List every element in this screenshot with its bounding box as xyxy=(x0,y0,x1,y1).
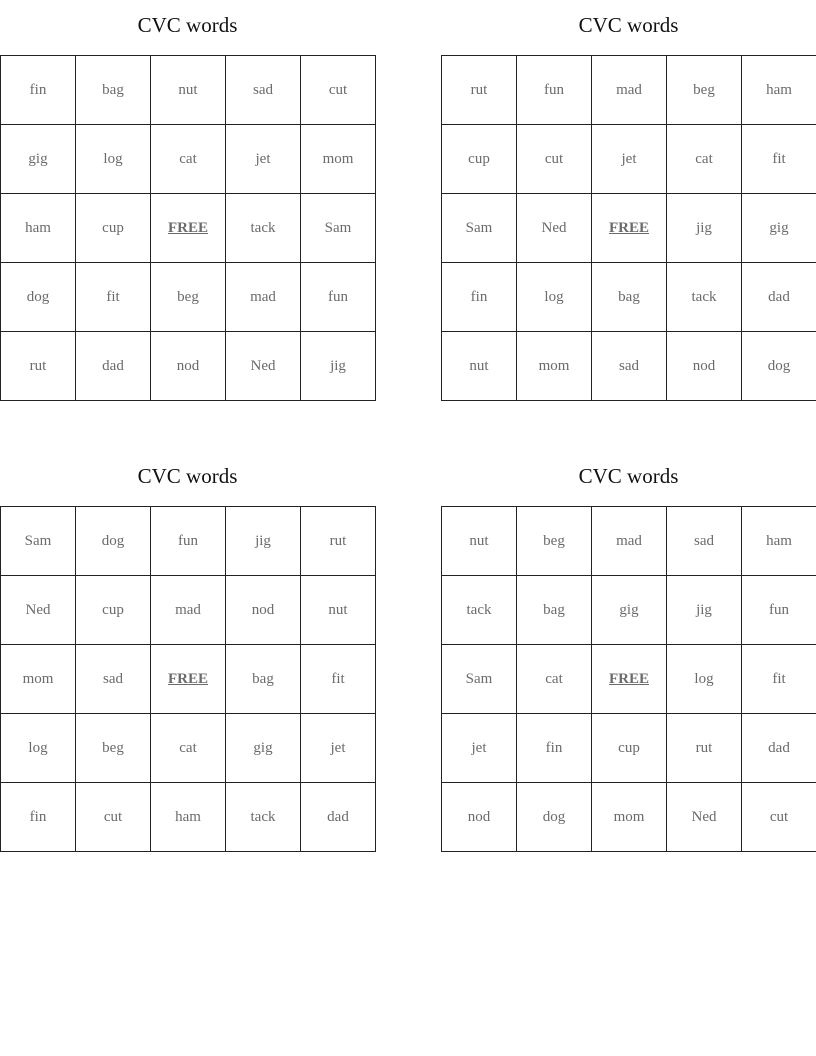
grid-cell: dad xyxy=(742,263,816,332)
grid-row xyxy=(442,576,816,645)
grid-cell: dad xyxy=(742,714,816,783)
grid-cell: sad xyxy=(226,56,301,125)
grid-cell: tack xyxy=(667,263,742,332)
grid-cell: nod xyxy=(667,332,742,401)
grid-cell: dog xyxy=(76,507,151,576)
grid-row xyxy=(1,56,376,125)
bingo-grid xyxy=(0,506,376,852)
card-title xyxy=(441,451,816,506)
grid-cell: Sam xyxy=(442,645,517,714)
grid-row xyxy=(442,332,816,401)
grid-cell: ham xyxy=(742,507,816,576)
grid-cell: beg xyxy=(76,714,151,783)
grid-cell: cat xyxy=(667,125,742,194)
grid-cell: mom xyxy=(1,645,76,714)
grid-cell: log xyxy=(517,263,592,332)
grid-cell: ham xyxy=(742,56,816,125)
bingo-card-1 xyxy=(0,0,375,401)
grid-row xyxy=(1,263,376,332)
grid-cell: rut xyxy=(301,507,376,576)
grid-cell: mom xyxy=(517,332,592,401)
bingo-grid xyxy=(441,55,816,401)
grid-cell: Sam xyxy=(301,194,376,263)
grid-cell: dog xyxy=(517,783,592,852)
grid-cell: beg xyxy=(517,507,592,576)
grid-row xyxy=(442,714,816,783)
grid-row xyxy=(1,194,376,263)
card-title-text: CVC words xyxy=(578,464,679,488)
grid-cell: cup xyxy=(76,194,151,263)
grid-cell: fun xyxy=(742,576,816,645)
grid-cell: jet xyxy=(592,125,667,194)
grid-cell: nod xyxy=(442,783,517,852)
card-title xyxy=(441,0,816,55)
card-title xyxy=(0,0,375,55)
card-title-text: CVC words xyxy=(137,13,238,37)
bingo-grid xyxy=(0,55,376,401)
grid-cell: cup xyxy=(76,576,151,645)
grid-cell: cat xyxy=(517,645,592,714)
grid-cell: bag xyxy=(76,56,151,125)
grid-cell: sad xyxy=(667,507,742,576)
grid-row xyxy=(442,645,816,714)
grid-cell: fin xyxy=(1,783,76,852)
grid-cell: cut xyxy=(301,56,376,125)
grid-cell: bag xyxy=(226,645,301,714)
grid-cell: rut xyxy=(1,332,76,401)
grid-row xyxy=(442,783,816,852)
grid-cell: mad xyxy=(592,56,667,125)
grid-cell: dog xyxy=(1,263,76,332)
grid-cell: fin xyxy=(1,56,76,125)
grid-cell: bag xyxy=(517,576,592,645)
grid-cell: Ned xyxy=(517,194,592,263)
grid-cell: gig xyxy=(1,125,76,194)
grid-cell: jig xyxy=(226,507,301,576)
grid-row xyxy=(1,645,376,714)
grid-cell: mad xyxy=(151,576,226,645)
grid-cell: bag xyxy=(592,263,667,332)
grid-cell: gig xyxy=(226,714,301,783)
grid-cell: jig xyxy=(301,332,376,401)
grid-row xyxy=(1,576,376,645)
grid-cell: nut xyxy=(442,332,517,401)
grid-row xyxy=(442,56,816,125)
grid-cell: gig xyxy=(592,576,667,645)
grid-cell: nut xyxy=(301,576,376,645)
grid-cell: fun xyxy=(517,56,592,125)
grid-cell: beg xyxy=(151,263,226,332)
card-title xyxy=(0,451,375,506)
card-title-text: CVC words xyxy=(578,13,679,37)
grid-cell: fun xyxy=(151,507,226,576)
grid-cell: Sam xyxy=(442,194,517,263)
grid-cell: fit xyxy=(742,645,816,714)
grid-row xyxy=(442,194,816,263)
grid-cell: ham xyxy=(151,783,226,852)
grid-cell: fin xyxy=(517,714,592,783)
grid-row xyxy=(442,507,816,576)
grid-cell: dad xyxy=(76,332,151,401)
grid-cell: sad xyxy=(76,645,151,714)
grid-cell: cat xyxy=(151,125,226,194)
grid-cell: gig xyxy=(742,194,816,263)
grid-cell: fun xyxy=(301,263,376,332)
free-cell: FREE xyxy=(592,194,667,263)
free-cell: FREE xyxy=(592,645,667,714)
grid-cell: Ned xyxy=(667,783,742,852)
grid-cell: fit xyxy=(301,645,376,714)
grid-cell: cup xyxy=(592,714,667,783)
grid-cell: nut xyxy=(151,56,226,125)
bingo-card-3 xyxy=(0,451,375,852)
grid-cell: tack xyxy=(226,783,301,852)
grid-cell: log xyxy=(1,714,76,783)
grid-cell: fit xyxy=(742,125,816,194)
grid-cell: beg xyxy=(667,56,742,125)
grid-row xyxy=(1,783,376,852)
grid-cell: tack xyxy=(442,576,517,645)
grid-cell: cut xyxy=(517,125,592,194)
grid-cell: Sam xyxy=(1,507,76,576)
grid-cell: log xyxy=(76,125,151,194)
grid-cell: mom xyxy=(301,125,376,194)
grid-cell: dog xyxy=(742,332,816,401)
grid-row xyxy=(1,714,376,783)
grid-cell: nut xyxy=(442,507,517,576)
grid-cell: cat xyxy=(151,714,226,783)
grid-cell: fit xyxy=(76,263,151,332)
grid-row xyxy=(442,125,816,194)
grid-cell: jig xyxy=(667,194,742,263)
grid-cell: fin xyxy=(442,263,517,332)
grid-cell: Ned xyxy=(226,332,301,401)
bingo-card-2 xyxy=(441,0,816,401)
grid-cell: rut xyxy=(442,56,517,125)
card-title-text: CVC words xyxy=(137,464,238,488)
grid-cell: ham xyxy=(1,194,76,263)
free-cell: FREE xyxy=(151,645,226,714)
grid-cell: jig xyxy=(667,576,742,645)
bingo-card-4 xyxy=(441,451,816,852)
grid-cell: mad xyxy=(592,507,667,576)
grid-cell: Ned xyxy=(1,576,76,645)
free-cell: FREE xyxy=(151,194,226,263)
grid-cell: jet xyxy=(301,714,376,783)
grid-row xyxy=(1,507,376,576)
grid-cell: mom xyxy=(592,783,667,852)
grid-cell: cup xyxy=(442,125,517,194)
grid-cell: sad xyxy=(592,332,667,401)
grid-cell: cut xyxy=(742,783,816,852)
grid-cell: jet xyxy=(226,125,301,194)
bingo-grid xyxy=(441,506,816,852)
grid-cell: jet xyxy=(442,714,517,783)
grid-cell: cut xyxy=(76,783,151,852)
grid-row xyxy=(1,332,376,401)
grid-row xyxy=(442,263,816,332)
grid-cell: tack xyxy=(226,194,301,263)
grid-cell: nod xyxy=(151,332,226,401)
grid-cell: log xyxy=(667,645,742,714)
grid-row xyxy=(1,125,376,194)
grid-cell: rut xyxy=(667,714,742,783)
grid-cell: nod xyxy=(226,576,301,645)
grid-cell: mad xyxy=(226,263,301,332)
grid-cell: dad xyxy=(301,783,376,852)
